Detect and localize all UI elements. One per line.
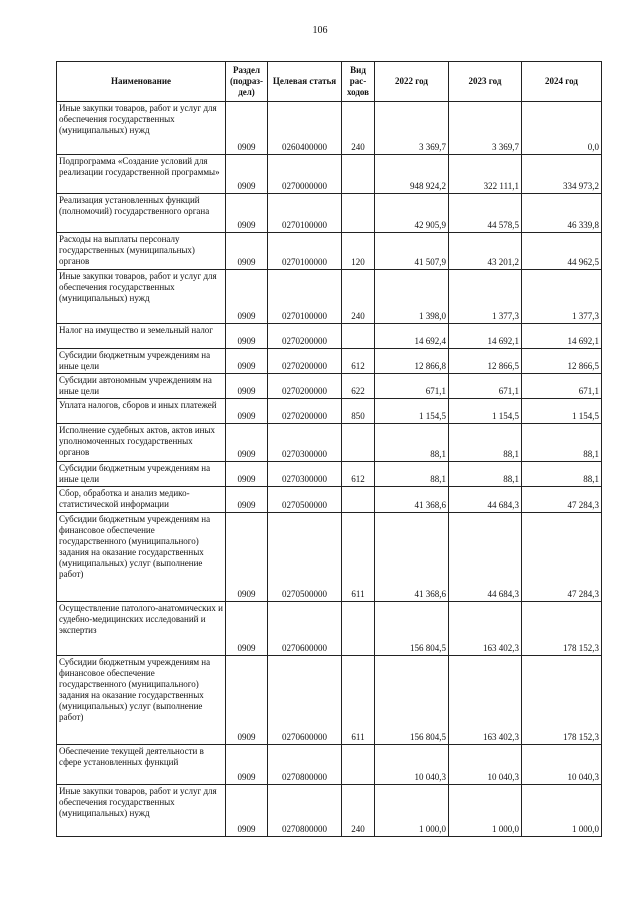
row-section: 0909 [226, 155, 268, 194]
row-section: 0909 [226, 602, 268, 656]
row-2023: 163 402,3 [449, 602, 522, 656]
row-2022: 41 507,9 [375, 233, 449, 270]
row-name: Уплата налогов, сборов и иных платежей [57, 399, 226, 424]
row-name: Субсидии бюджетным учреждениям на финансовое обеспечение государственного (муниципального) задания на оказание государственных (муниципальных) услуг (выполнение работ) [57, 656, 226, 745]
row-2022: 156 804,5 [375, 602, 449, 656]
header-name: Наименование [57, 62, 226, 102]
row-2024: 1 000,0 [522, 785, 602, 837]
row-2024: 1 377,3 [522, 270, 602, 324]
row-section: 0909 [226, 487, 268, 513]
row-2024: 88,1 [522, 462, 602, 487]
table-row [57, 785, 602, 837]
row-2024: 44 962,5 [522, 233, 602, 270]
table-row [57, 349, 602, 374]
row-type: 240 [342, 270, 375, 324]
row-2022: 671,1 [375, 374, 449, 399]
table-row [57, 194, 602, 233]
row-2023: 44 578,5 [449, 194, 522, 233]
row-article: 0270000000 [268, 155, 342, 194]
row-2024: 334 973,2 [522, 155, 602, 194]
row-2022: 88,1 [375, 424, 449, 462]
row-name: Обеспечение текущей деятельности в сфере установленных функций [57, 745, 226, 785]
row-2023: 1 377,3 [449, 270, 522, 324]
row-name: Субсидии бюджетным учреждениям на иные цели [57, 349, 226, 374]
row-article: 0270300000 [268, 424, 342, 462]
row-section: 0909 [226, 785, 268, 837]
row-section: 0909 [226, 745, 268, 785]
row-2023: 14 692,1 [449, 324, 522, 349]
row-article: 0270200000 [268, 324, 342, 349]
table-row [57, 270, 602, 324]
row-article: 0270600000 [268, 656, 342, 745]
row-2024: 12 866,5 [522, 349, 602, 374]
row-name: Налог на имущество и земельный налог [57, 324, 226, 349]
row-2023: 88,1 [449, 424, 522, 462]
row-type: 850 [342, 399, 375, 424]
header-2024: 2024 год [522, 62, 602, 102]
row-2023: 3 369,7 [449, 102, 522, 155]
table-row [57, 462, 602, 487]
row-section: 0909 [226, 233, 268, 270]
row-article: 0270100000 [268, 194, 342, 233]
row-2022: 10 040,3 [375, 745, 449, 785]
row-2023: 12 866,5 [449, 349, 522, 374]
row-type [342, 194, 375, 233]
row-2024: 10 040,3 [522, 745, 602, 785]
row-2024: 178 152,3 [522, 602, 602, 656]
row-section: 0909 [226, 513, 268, 602]
row-article: 0260400000 [268, 102, 342, 155]
row-2022: 948 924,2 [375, 155, 449, 194]
row-2022: 41 368,6 [375, 513, 449, 602]
table-row [57, 399, 602, 424]
row-type [342, 155, 375, 194]
table-row [57, 656, 602, 745]
row-2022: 156 804,5 [375, 656, 449, 745]
row-article: 0270500000 [268, 487, 342, 513]
row-article: 0270800000 [268, 785, 342, 837]
row-name: Субсидии автономным учреждениям на иные цели [57, 374, 226, 399]
header-2023: 2023 год [449, 62, 522, 102]
table-row [57, 233, 602, 270]
row-article: 0270100000 [268, 233, 342, 270]
row-2023: 10 040,3 [449, 745, 522, 785]
row-section: 0909 [226, 424, 268, 462]
header-type: Вид рас-ходов [342, 62, 375, 102]
row-section: 0909 [226, 194, 268, 233]
row-name: Иные закупки товаров, работ и услуг для обеспечения государственных (муниципальных) нужд [57, 102, 226, 155]
table-row [57, 424, 602, 462]
row-2024: 47 284,3 [522, 513, 602, 602]
row-2023: 322 111,1 [449, 155, 522, 194]
row-name: Сбор, обработка и анализ медико-статистической информации [57, 487, 226, 513]
table-row [57, 324, 602, 349]
table-row [57, 602, 602, 656]
row-section: 0909 [226, 270, 268, 324]
row-2022: 41 368,6 [375, 487, 449, 513]
row-2024: 14 692,1 [522, 324, 602, 349]
row-2022: 88,1 [375, 462, 449, 487]
row-type: 612 [342, 349, 375, 374]
row-name: Осуществление патолого-анатомических и судебно-медицинских исследований и экспертиз [57, 602, 226, 656]
row-name: Исполнение судебных актов, актов иных уполномоченных государственных органов [57, 424, 226, 462]
row-2023: 163 402,3 [449, 656, 522, 745]
table-row [57, 102, 602, 155]
row-2022: 1 154,5 [375, 399, 449, 424]
row-type [342, 324, 375, 349]
budget-table [56, 61, 602, 837]
row-type [342, 424, 375, 462]
row-2022: 3 369,7 [375, 102, 449, 155]
row-article: 0270800000 [268, 745, 342, 785]
row-2022: 1 398,0 [375, 270, 449, 324]
row-article: 0270200000 [268, 349, 342, 374]
page-number: 106 [312, 25, 328, 36]
row-name: Расходы на выплаты персоналу государственных (муниципальных) органов [57, 233, 226, 270]
row-article: 0270200000 [268, 374, 342, 399]
row-section: 0909 [226, 102, 268, 155]
row-section: 0909 [226, 656, 268, 745]
table-row [57, 155, 602, 194]
row-2024: 1 154,5 [522, 399, 602, 424]
row-2024: 178 152,3 [522, 656, 602, 745]
row-2023: 43 201,2 [449, 233, 522, 270]
row-section: 0909 [226, 349, 268, 374]
row-2023: 1 000,0 [449, 785, 522, 837]
row-name: Иные закупки товаров, работ и услуг для обеспечения государственных (муниципальных) нужд [57, 270, 226, 324]
row-type: 622 [342, 374, 375, 399]
header-row [57, 62, 602, 102]
row-2023: 44 684,3 [449, 487, 522, 513]
row-name: Подпрограмма «Создание условий для реализации государственной программы» [57, 155, 226, 194]
table-row [57, 374, 602, 399]
row-2024: 46 339,8 [522, 194, 602, 233]
row-2023: 671,1 [449, 374, 522, 399]
table-row [57, 513, 602, 602]
header-article: Целевая статья [268, 62, 342, 102]
row-section: 0909 [226, 462, 268, 487]
row-type: 240 [342, 102, 375, 155]
row-2024: 47 284,3 [522, 487, 602, 513]
row-article: 0270500000 [268, 513, 342, 602]
row-type: 120 [342, 233, 375, 270]
row-article: 0270100000 [268, 270, 342, 324]
row-2024: 671,1 [522, 374, 602, 399]
row-type: 612 [342, 462, 375, 487]
row-2024: 0,0 [522, 102, 602, 155]
row-2022: 42 905,9 [375, 194, 449, 233]
row-name: Субсидии бюджетным учреждениям на финансовое обеспечение государственного (муниципального) задания на оказание государственных (муниципальных) услуг (выполнение работ) [57, 513, 226, 602]
row-section: 0909 [226, 324, 268, 349]
row-2023: 88,1 [449, 462, 522, 487]
row-type: 611 [342, 513, 375, 602]
header-section: Раздел (подраз-дел) [226, 62, 268, 102]
row-2022: 14 692,4 [375, 324, 449, 349]
table-row [57, 487, 602, 513]
row-section: 0909 [226, 374, 268, 399]
row-section: 0909 [226, 399, 268, 424]
row-type [342, 745, 375, 785]
row-2023: 44 684,3 [449, 513, 522, 602]
row-2022: 12 866,8 [375, 349, 449, 374]
row-article: 0270200000 [268, 399, 342, 424]
row-type: 611 [342, 656, 375, 745]
row-name: Субсидии бюджетным учреждениям на иные цели [57, 462, 226, 487]
row-name: Реализация установленных функций (полномочий) государственного органа [57, 194, 226, 233]
row-2023: 1 154,5 [449, 399, 522, 424]
row-article: 0270600000 [268, 602, 342, 656]
row-article: 0270300000 [268, 462, 342, 487]
row-type: 240 [342, 785, 375, 837]
table-row [57, 745, 602, 785]
row-2022: 1 000,0 [375, 785, 449, 837]
header-2022: 2022 год [375, 62, 449, 102]
row-name: Иные закупки товаров, работ и услуг для обеспечения государственных (муниципальных) нужд [57, 785, 226, 837]
row-2024: 88,1 [522, 424, 602, 462]
row-type [342, 602, 375, 656]
row-type [342, 487, 375, 513]
